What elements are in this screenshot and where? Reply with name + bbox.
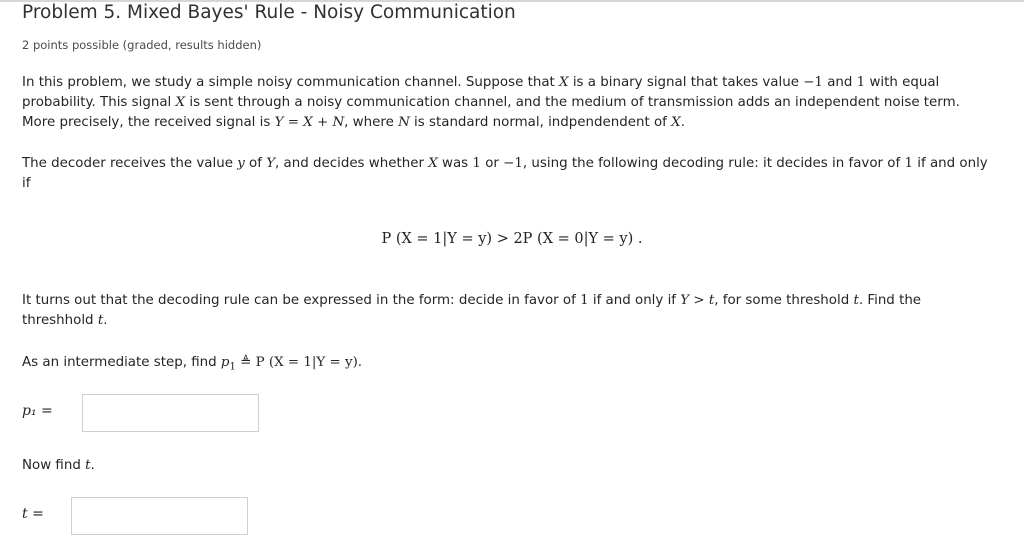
- p1-input[interactable]: [82, 394, 259, 432]
- now-find-t: Now find t.: [22, 458, 95, 473]
- t-input[interactable]: [71, 497, 248, 535]
- p1-label: p₁ =: [22, 403, 53, 419]
- intro-line-3: More precisely, the received signal is Y = X + N, where N is standard normal, indpendendent of X.: [22, 115, 685, 130]
- problem-title: Problem 5. Mixed Bayes' Rule - Noisy Communication: [22, 2, 516, 23]
- t-label: t =: [22, 506, 44, 522]
- intro-line-1: In this problem, we study a simple noisy communication channel. Suppose that X is a binary signal that takes value −1 and 1 with equal: [22, 75, 940, 90]
- threshold-line-2: threshhold t.: [22, 313, 108, 328]
- threshold-line-1: It turns out that the decoding rule can be expressed in the form: decide in favor of 1 if and only if Y > t, for some threshold t. Find the: [22, 293, 922, 308]
- decoder-line-2: if: [22, 176, 31, 191]
- points-info: 2 points possible (graded, results hidden): [22, 38, 262, 52]
- intermediate-step: As an intermediate step, find $p_1$ ≜ P (X = 1|Y = y).: [22, 355, 363, 373]
- decoding-rule-equation: P (X = 1|Y = y) > 2P (X = 0|Y = y) .: [381, 231, 643, 247]
- decoder-line-1: The decoder receives the value y of Y, and decides whether X was 1 or −1, using the following decoding rule: it decides in favor of 1 if and only: [22, 156, 988, 171]
- intro-paragraph: [22, 73, 1012, 133]
- intro-line-2: probability. This signal X is sent through a noisy communication channel, and the medium of transmission adds an independent noise term.: [22, 95, 960, 110]
- decoder-paragraph: [22, 154, 1012, 194]
- threshold-paragraph: [22, 291, 1012, 331]
